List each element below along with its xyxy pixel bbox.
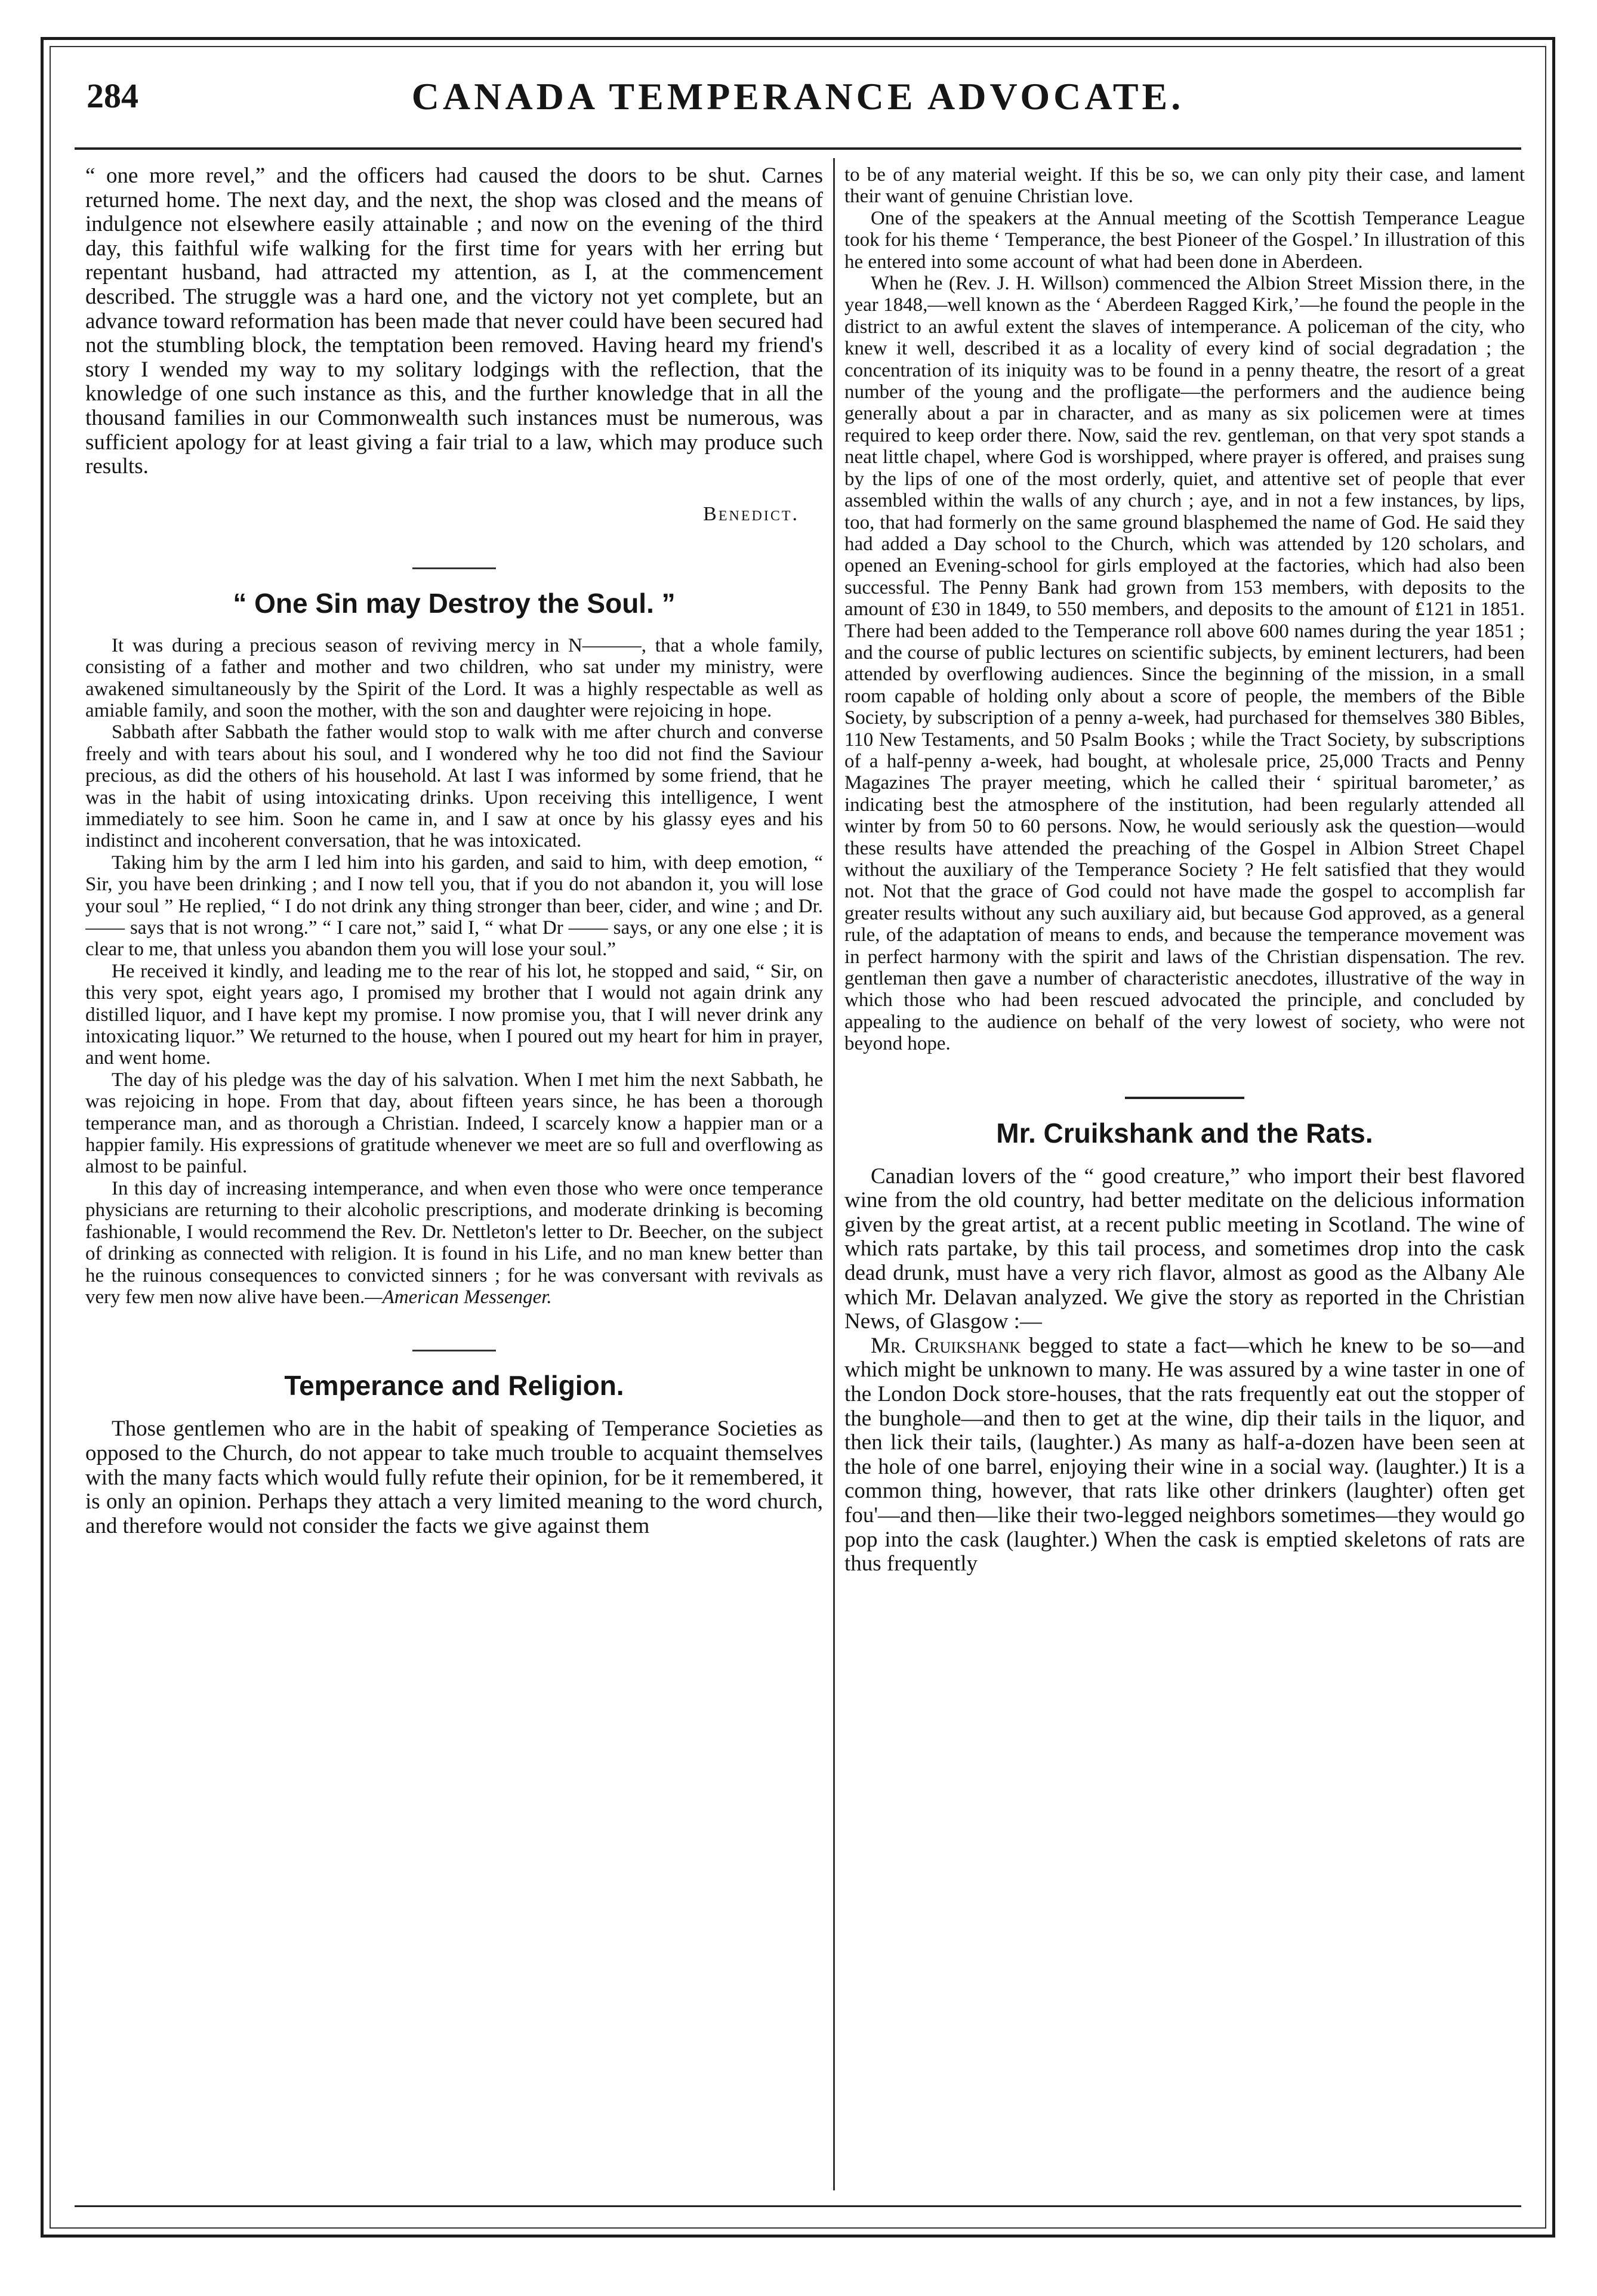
page-inner-frame <box>50 46 1546 2229</box>
story-signature: Benedict. <box>703 502 799 525</box>
section-separator <box>1125 1097 1244 1099</box>
article-paragraph: Taking him by the arm I led him into his garden, and said to him, with deep emotion, “ Sir, you have been drinking ; and I now tell you, that if you do not abandon it, you will lose your soul ” He replied, “ I do not drink any thing stronger than beer, cider, and wine ; and Dr. —— says that is not wrong.” “ I care not,” said I, “ what Dr —— says, or any one else ; it is clear to me, that unless you abandon them you will lose your soul.” <box>85 851 823 961</box>
article-title-temperance-religion: Temperance and Religion. <box>284 1370 624 1402</box>
article-paragraph: Sabbath after Sabbath the father would stop to walk with me after church and converse freely and with tears about his soul, and I wondered why he too did not find the Saviour precious, as did the others of his household. At last I was informed by some friend, that he was in the habit of using intoxicating drinks. Upon receiving this intelligence, I went immediately to see him. Soon he came in, and I saw at once by his glassy eyes and his indistinct and incoherent conversation, that he was intoxicated. <box>85 721 823 852</box>
speaker-name: Mr. Cruikshank <box>871 1333 1021 1358</box>
continued-story-text: “ one more revel,” and the officers had caused the doors to be shut. Carnes returned home. The next day, and the next, the shop was closed and the means of indulgence not elsewhere easily attainable ; and now on the evening of the third day, this faithful wife walking for the first time for years with her erring but repentant husband, had attracted my attention, as I, at the commencement described. The struggle was a hard one, and the victory not yet complete, but an advance toward reformation has been made that never could have been secured had not the stumbling block, the temptation been removed. Having heard my friend's story I wended my way to my solitary lodgings with the reflection, that the knowledge of one such instance as this, and the further knowledge that in all the thousand families in our Commonwealth such instances must be numerous, was sufficient apology for at least giving a fair trial to a law, which may produce such results. <box>85 164 823 479</box>
page-number: 284 <box>87 76 138 115</box>
page-header <box>51 47 1545 137</box>
article-paragraph-text: In this day of increasing intemperance, and when even those who were once temperance physicians are returning to their alcoholic prescriptions, and moderate drinking is becoming fashionable, I would recommend the Rev. Dr. Nettleton's letter to Dr. Beecher, on the subject of drinking as connected with religion. It is found in his Life, and no man knew better than he the ruinous consequences to convicted sinners ; for he was conversant with revivals as very few men now alive have been. <box>85 1177 823 1308</box>
article-paragraph: It was during a precious season of reviving mercy in N———, that a whole family, consisting of a father and mother and two children, who sat under my ministry, were awakened simultaneously by the Spirit of the Lord. It was a highly respectable as well as amiable family, and soon the mother, with the son and daughter were rejoicing in hope. <box>85 634 823 721</box>
section-separator <box>412 567 496 569</box>
header-rule <box>75 147 1521 150</box>
page-frame <box>41 37 1555 2238</box>
article-title-cruikshank: Mr. Cruikshank and the Rats. <box>996 1117 1373 1149</box>
article-paragraph: When he (Rev. J. H. Willson) commenced the Albion Street Mission there, in the year 1848,—well known as the ‘ Aberdeen Ragged Kirk,’—he found the people in the district to an awful extent the slaves of intemperance. A policeman of the city, who knew it well, described it as a locality of every kind of social degradation ; the concentration of its iniquity was to be found in a penny theatre, the resort of a great number of the young and the profligate—the performers and the audience being generally about a par in character, and as many as six policemen were at times required to keep order there. Now, said the rev. gentleman, on that very spot stands a neat little chapel, where God is worshipped, where prayer is offered, and praises sung by the lips of one of the most orderly, quiet, and attentive set of people that ever assembled within the walls of any church ; aye, and in not a few instances, by lips, too, that had formerly on the same ground blasphemed the name of God. He said they had added a Day school to the Church, which was attended by 120 scholars, and opened an Evening-school for girls employed at the factories, which had also been successful. The Penny Bank had grown from 153 members, with deposits to the amount of £30 in 1849, to 550 members, and deposits to the amount of £121 in 1851. There had been added to the Temperance roll above 600 names during the year 1851 ; and the course of public lectures on scientific subjects, by eminent lecturers, had been attended by overflowing audiences. Since the beginning of the mission, in a small room capable of holding only about a score of people, the members of the Bible Society, by subscription of a penny a-week, had purchased for themselves 380 Bibles, 110 New Testaments, and 50 Psalm Books ; while the Tract Society, by subscriptions of a half-penny a-week, had bought, at wholesale price, 25,000 Tracts and Penny Magazines The prayer meeting, which he called their ‘ spiritual barometer,’ as indicating best the atmosphere of the institution, had been regularly attended all winter by from 50 to 60 persons. Now, he would seriously ask the question—would these results have attended the preaching of the Gospel in Albion Street Chapel without the auxiliary of the Temperance Society ? He felt satisfied that they would not. Not that the grace of God could not have made the gospel to accomplish far greater results without any such auxiliary aid, but because God approved, as a general rule, of the adaptation of means to ends, and because the temperance movement was in perfect harmony with the spirit and laws of the Christian dispensation. The rev. gentleman then gave a number of characteristic anecdotes, illustrative of the way in which those who had been rescued advocated the principle, and concluded by appealing to the audience on behalf of the very lowest of society, who were not beyond hope. <box>844 273 1525 1055</box>
article-paragraph-quote <box>844 1334 1525 1576</box>
masthead-title: CANADA TEMPERANCE ADVOCATE. <box>411 75 1185 118</box>
right-column <box>844 164 1525 2186</box>
article-title-one-sin: “ One Sin may Destroy the Soul. ” <box>233 587 676 619</box>
section-separator <box>412 1350 496 1351</box>
column-divider <box>833 158 835 2190</box>
article-paragraph-last <box>85 1178 823 1308</box>
article-paragraph-text: begged to state a fact—which he knew to be so—and which might be unknown to many. He was assured by a wine taster in one of the London Dock store-houses, that the rats frequently eat out the stopper of the bunghole—and then to get at the wine, dip their tails in the liquor, and then lick their tails, (laughter.) As many as half-a-dozen have been seen at the hole of one barrel, enjoying their wine in a social way. (laughter.) It is a common thing, however, that rats like other drinkers (laughter) often get fou'—and then—like their two-legged neighbors sometimes—they would go pop into the cask (laughter.) When the cask is emptied skeletons of rats are thus frequently <box>844 1333 1525 1576</box>
left-column <box>85 164 823 2186</box>
article-attribution: —American Messenger. <box>365 1286 552 1308</box>
article-paragraph: One of the speakers at the Annual meeting of the Scottish Temperance League took for his theme ‘ Temperance, the best Pioneer of the Gospel.’ In illustration of this he entered into some account of what had been done in Aberdeen. <box>844 207 1525 273</box>
article-paragraph: to be of any material weight. If this be so, we can only pity their case, and lament their want of genuine Christian love. <box>844 164 1525 208</box>
article-paragraph: He received it kindly, and leading me to the rear of his lot, he stopped and said, “ Sir, on this very spot, eight years ago, I promised my brother that I would not again drink any distilled liquor, and I have kept my promise. I now promise you, that I will never drink any intoxicating liquor.” We returned to the house, when I poured out my heart for him in prayer, and went home. <box>85 960 823 1069</box>
article-paragraph: Those gentlemen who are in the habit of speaking of Temperance Societies as opposed to the Church, do not appear to take much trouble to acquaint themselves with the many facts which would fully refute their opinion, for be it remembered, it is only an opinion. Perhaps they attach a very limited meaning to the word church, and therefore would not consider the facts we give against them <box>85 1417 823 1538</box>
bottom-rule <box>75 2205 1521 2207</box>
article-paragraph: Canadian lovers of the “ good creature,” who import their best flavored wine from the old country, had better meditate on the delicious information given by the great artist, at a recent public meeting in Scotland. The wine of which rats partake, by this tail process, and sometimes drop into the cask dead drunk, must have a very rich flavor, almost as good as the Albany Ale which Mr. Delavan analyzed. We give the story as reported in the Christian News, of Glasgow :— <box>844 1164 1525 1334</box>
article-paragraph: The day of his pledge was the day of his salvation. When I met him the next Sabbath, he was rejoicing in hope. From that day, about fifteen years since, he has been a thorough temperance man, and as thorough a Christian. Indeed, I scarcely know a happier man or a happier family. His expressions of gratitude whenever we meet are so full and overflowing as almost to be painful. <box>85 1069 823 1178</box>
